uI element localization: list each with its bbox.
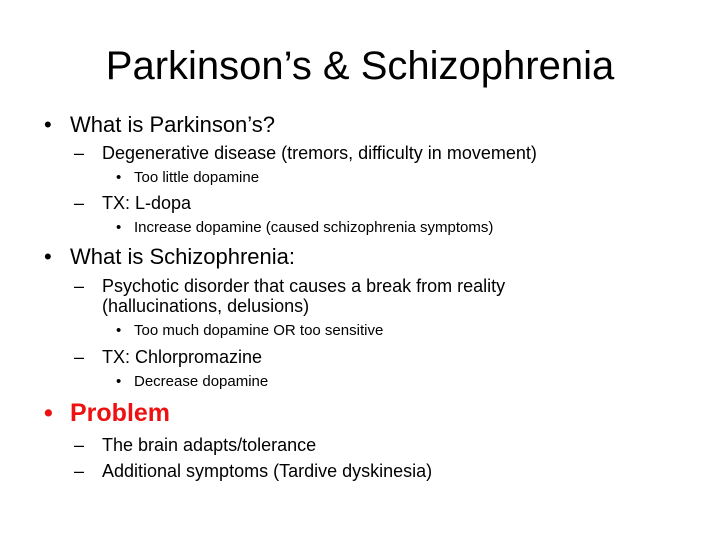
dash-marker: – — [74, 435, 85, 455]
parkinsons-treatment: TX: L-dopa — [102, 193, 192, 213]
schizophrenia-treatment-effect: Decrease dopamine — [134, 373, 269, 390]
dash-marker: – — [74, 193, 85, 213]
problem-heading: Problem — [70, 399, 171, 427]
problem-item-tolerance: The brain adapts/tolerance — [102, 435, 317, 455]
schizophrenia-description-line1: Psychotic disorder that causes a break from reality — [102, 276, 506, 296]
dash-marker: – — [74, 276, 85, 296]
bullet-marker: • — [116, 169, 122, 186]
dash-marker: – — [74, 143, 85, 163]
bullet-marker: • — [44, 399, 53, 427]
parkinsons-description: Degenerative disease (tremors, difficulty in movement) — [102, 143, 537, 163]
dash-marker: – — [74, 461, 85, 481]
bullet-marker: • — [44, 112, 52, 137]
parkinsons-cause: Too little dopamine — [134, 169, 260, 186]
bullet-marker: • — [116, 322, 122, 339]
schizophrenia-description-line2: (hallucinations, delusions) — [102, 296, 310, 316]
bullet-marker: • — [116, 219, 122, 236]
parkinsons-heading: What is Parkinson’s? — [70, 112, 276, 137]
bullet-marker: • — [116, 373, 122, 390]
problem-item-tardive-dyskinesia: Additional symptoms (Tardive dyskinesia) — [102, 461, 433, 481]
schizophrenia-cause: Too much dopamine OR too sensitive — [134, 322, 384, 339]
dash-marker: – — [74, 347, 85, 367]
bullet-marker: • — [44, 244, 52, 269]
schizophrenia-heading: What is Schizophrenia: — [70, 244, 295, 269]
slide-title: Parkinson’s & Schizophrenia — [105, 44, 615, 88]
parkinsons-treatment-effect: Increase dopamine (caused schizophrenia symptoms) — [134, 219, 494, 236]
schizophrenia-treatment: TX: Chlorpromazine — [102, 347, 263, 367]
